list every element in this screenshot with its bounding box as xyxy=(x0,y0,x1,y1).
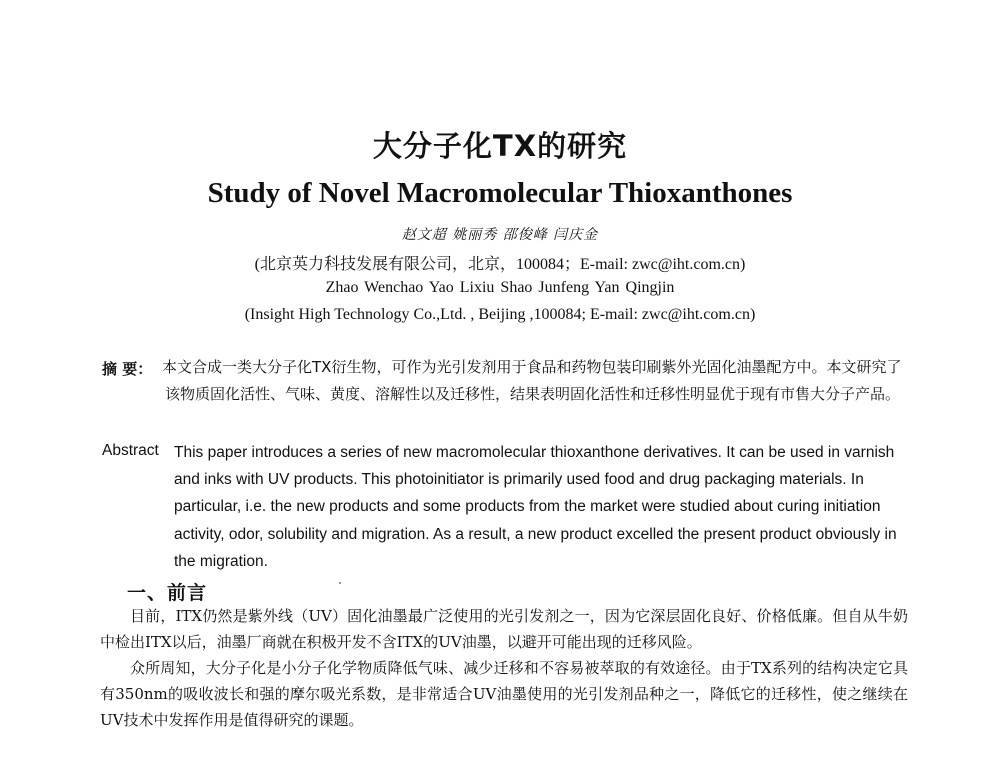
abstract-cn-text: 本文合成一类大分子化TX衍生物，可作为光引发剂用于食品和药物包装印刷紫外光固化油墨配方中。本文研究了该物质固化活性、气味、黄度、溶解性以及迁移性，结果表明固化活性和迁移性明显优于现有市售大分子产品。 xyxy=(162,358,902,403)
affiliation-chinese: (北京英力科技发展有限公司，北京，100084；E-mail: zwc@iht.com.cn) xyxy=(254,256,746,273)
introduction-body xyxy=(100,603,908,733)
abstract-en-text: This paper introduces a series of new macromolecular thioxanthone derivatives. It can be used in varnish and inks with UV products. This photoinitiator is primarily used food and drug packaging materials. In particular, i.e. the new products and some products from the market were studied about curing initiation activity, odor, solubility and migration. As a result, a new product excelled the present product obviously in the migration. xyxy=(174,444,897,570)
section-heading-introduction: 一、前言 xyxy=(127,582,208,604)
paragraph: 众所周知，大分子化是小分子化学物质降低气味、减少迁移和不容易被萃取的有效途径。由于TX系列的结构决定它具有350nm的吸收波长和强的摩尔吸光系数，是非常适合UV油墨使用的光引发剂品种之一，降低它的迁移性，使之继续在UV技术中发挥作用是值得研究的课题。 xyxy=(100,659,908,729)
affiliation-english: (Insight High Technology Co.,Ltd. , Beijing ,100084; E-mail: zwc@iht.com.cn) xyxy=(244,306,756,323)
abstract-en-label: Abstract xyxy=(102,442,159,459)
title-english: Study of Novel Macromolecular Thioxanthones xyxy=(207,177,793,209)
title-chinese: 大分子化TX的研究 xyxy=(372,129,628,163)
scan-speck xyxy=(339,582,341,584)
authors-chinese: 赵文超 姚丽秀 邵俊峰 闫庆金 xyxy=(401,227,599,243)
paragraph: 目前，ITX仍然是紫外线（UV）固化油墨最广泛使用的光引发剂之一，因为它深层固化良好、价格低廉。但自从牛奶中检出ITX以后，油墨厂商就在积极开发不含ITX的UV油墨，以避开可能出现的迁移风险。 xyxy=(100,607,908,651)
authors-english: Zhao Wenchao Yao Lixiu Shao Junfeng Yan Qingjin xyxy=(325,279,675,296)
abstract-cn-label: 摘 要： xyxy=(102,360,153,378)
